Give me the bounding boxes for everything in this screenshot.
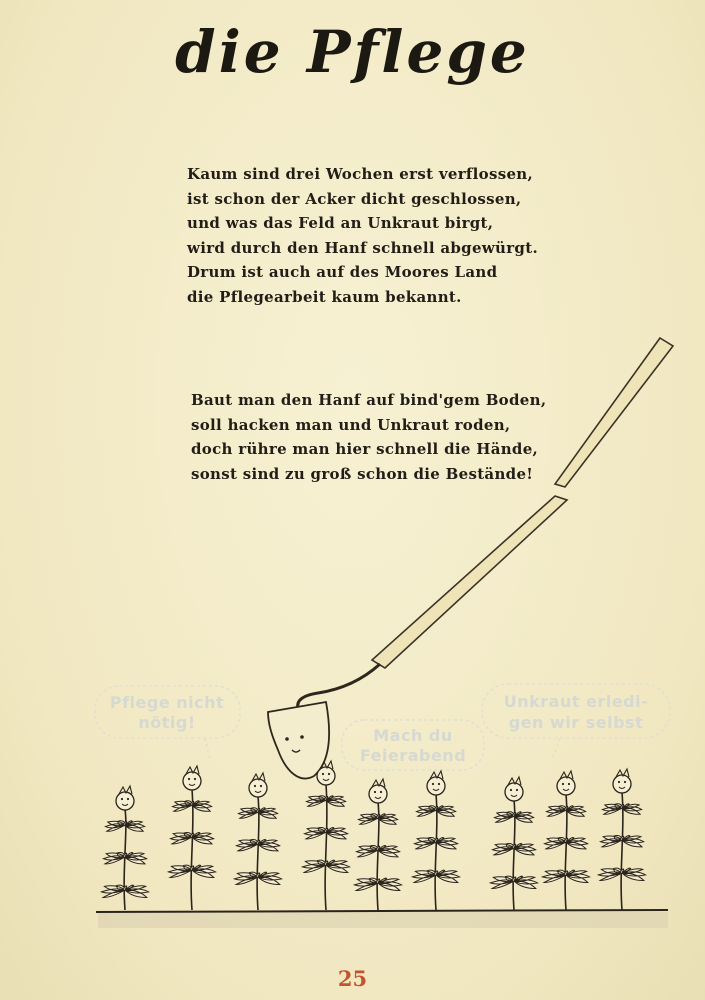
bubble-2-line-1: Mach du [373,726,453,745]
verse-line: Baut man den Hanf auf bind'gem Boden, [191,391,547,409]
verse-line: ist schon der Acker dicht geschlossen, [187,189,522,208]
verse-line: Drum ist auch auf des Moores Land [187,263,498,282]
bubble-3-line-1: Unkraut erledi- [503,692,649,711]
bubble-1-line-2: nötig! [138,713,196,732]
verse-line: Kaum sind drei Wochen erst verflossen, [187,165,534,183]
verse-line: wird durch den Hanf schnell abgewürgt. [187,238,538,257]
hemp-plant [168,766,215,910]
hemp-plant [490,777,537,910]
speech-bubble-1 [95,686,240,760]
verse-line: sonst sind zu groß schon die Bestände! [191,464,534,483]
page-number: 25 [337,966,368,991]
hemp-plant [354,779,401,910]
speech-bubble-3 [482,684,670,760]
hoe-and-hemp-illustration [0,320,705,940]
bubble-2-line-2: Feierabend [359,746,467,765]
stanza-1 [187,162,538,310]
hemp-plants [101,761,645,910]
bubble-1-line-1: Pflege nicht [109,693,225,712]
hemp-plant [101,786,148,910]
verse-line: doch rühre man hier schnell die Hände, [191,440,539,459]
hemp-plant [412,771,459,910]
hemp-plant [234,773,281,910]
hemp-plant [302,761,349,910]
hemp-plant [598,769,645,910]
verse-line: die Pflegearbeit kaum bekannt. [187,287,462,306]
speech-bubble-2 [342,720,484,770]
bubble-3-line-2: gen wir selbst [508,713,644,732]
verse-line: soll hacken man und Unkraut roden, [191,415,511,434]
verse-line: und was das Feld an Unkraut birgt, [187,214,494,233]
ground [96,910,668,928]
hemp-plant [542,771,589,910]
page-title: die Pflege [175,18,530,86]
